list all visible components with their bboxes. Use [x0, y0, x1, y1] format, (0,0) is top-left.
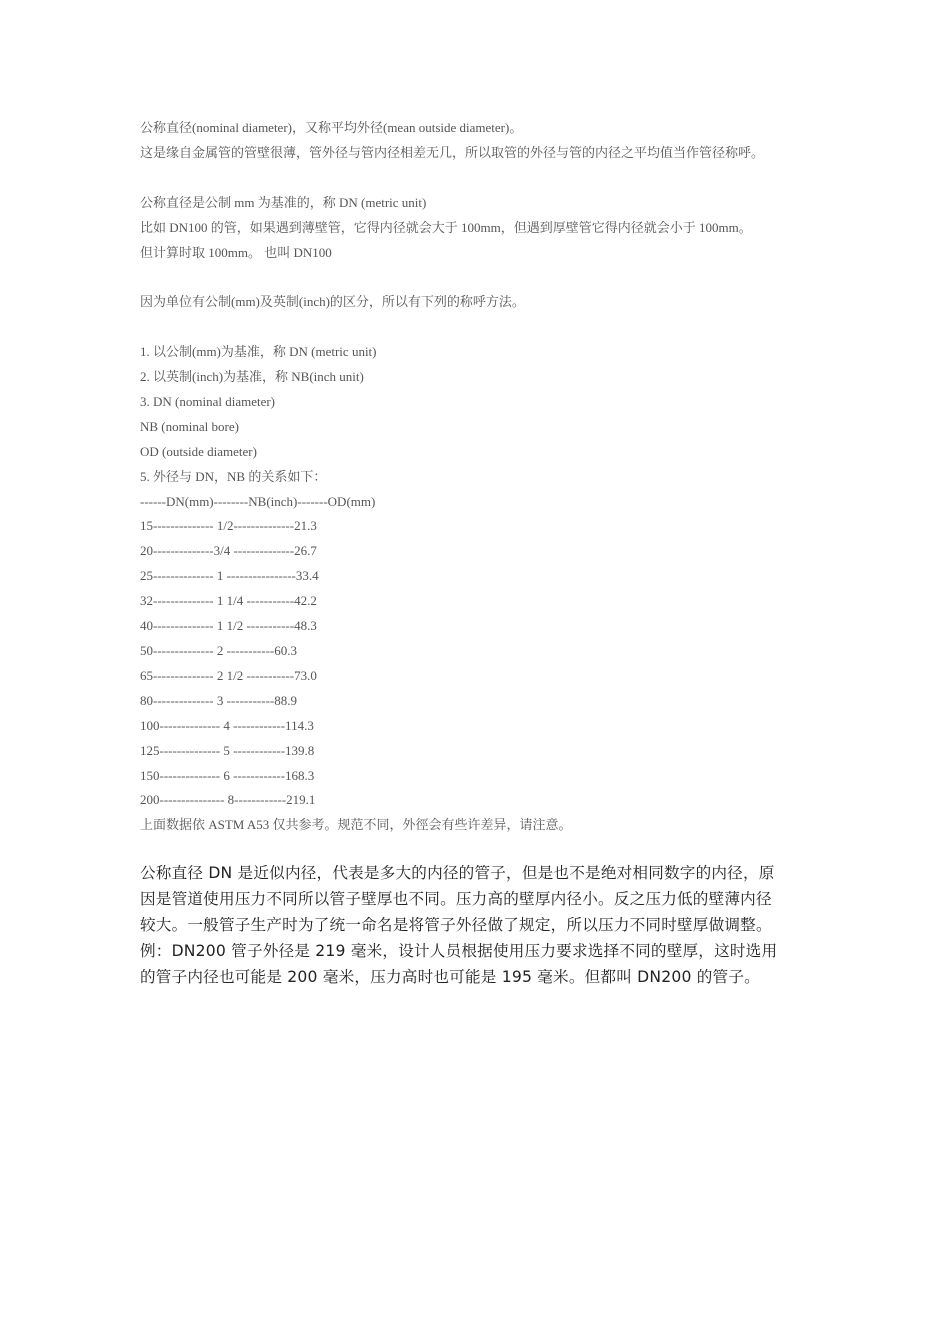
table-row: 40-------------- 1 1/2 -----------48.3 [140, 618, 317, 634]
table-row: 100-------------- 4 ------------114.3 [140, 717, 314, 733]
spacer [140, 265, 820, 290]
summary-paragraph [140, 860, 820, 990]
table-row: 65-------------- 2 1/2 -----------73.0 [140, 667, 317, 683]
table-row: 150-------------- 6 ------------168.3 [140, 767, 315, 783]
table-row: 20--------------3/4 --------------26.7 [140, 543, 317, 559]
dn-line-1: 公称直径是公制 mm 为基准的，称 DN (metric unit) [140, 194, 427, 210]
table-row: 125-------------- 5 ------------139.8 [140, 742, 315, 758]
units-intro: 因为单位有公制(mm)及英制(inch)的区分，所以有下列的称呼方法。 [140, 294, 525, 310]
spacer [140, 315, 820, 340]
method-item: 2. 以英制(inch)为基准，称 NB(inch unit) [140, 369, 364, 385]
document-page [140, 116, 820, 990]
summary-line: 的管子内径也可能是 200 毫米，压力高时也可能是 195 毫米。但都叫 DN200 的管子。 [140, 968, 760, 987]
table-row: 80-------------- 3 -----------88.9 [140, 692, 297, 708]
dn-line-2: 比如 DN100 的管，如果遇到薄壁管，它得内径就会大于 100mm，但遇到厚壁管它得内径就会小于 100mm。 [140, 219, 752, 235]
method-item: 1. 以公制(mm)为基准，称 DN (metric unit) [140, 344, 377, 360]
summary-line: 较大。一般管子生产时为了统一命名是将管子外径做了规定，所以压力不同时壁厚做调整。 [140, 916, 772, 935]
summary-line: 公称直径 DN 是近似内径，代表是多大的内径的管子，但是也不是绝对相同数字的内径，原 [140, 864, 775, 883]
table-note: 上面数据依 ASTM A53 仅共参考。规范不同，外徑会有些许差异，请注意。 [140, 817, 572, 833]
intro-line-1: 公称直径(nominal diameter)，又称平均外径(mean outside diameter)。 [140, 120, 523, 135]
table-row: 50-------------- 2 -----------60.3 [140, 642, 297, 658]
method-item: OD (outside diameter) [140, 443, 257, 459]
intro-line-2: 这是缘自金属管的管壁很薄，管外径与管内径相差无几，所以取管的外径与管的内径之平均值当作管径称呼。 [140, 144, 765, 160]
table-row: 15-------------- 1/2--------------21.3 [140, 518, 317, 534]
method-item: 5. 外径与 DN，NB 的关系如下： [140, 468, 327, 484]
table-row: 200--------------- 8------------219.1 [140, 792, 316, 808]
dn-line-3: 但计算时取 100mm。 也叫 DN100 [140, 244, 332, 260]
table-row: 32-------------- 1 1/4 -----------42.2 [140, 593, 317, 609]
summary-line: 例：DN200 管子外径是 219 毫米，设计人员根据使用压力要求选择不同的壁厚，这时选用 [140, 942, 778, 961]
spacer [140, 166, 820, 191]
method-item: NB (nominal bore) [140, 418, 239, 434]
method-item: 3. DN (nominal diameter) [140, 393, 276, 409]
table-row: 25-------------- 1 ----------------33.4 [140, 568, 319, 584]
summary-line: 因是管道使用压力不同所以管子壁厚也不同。压力高的壁厚内径小。反之压力低的壁薄内径 [140, 890, 772, 909]
table-header: ------DN(mm)--------NB(inch)-------OD(mm) [140, 493, 376, 509]
